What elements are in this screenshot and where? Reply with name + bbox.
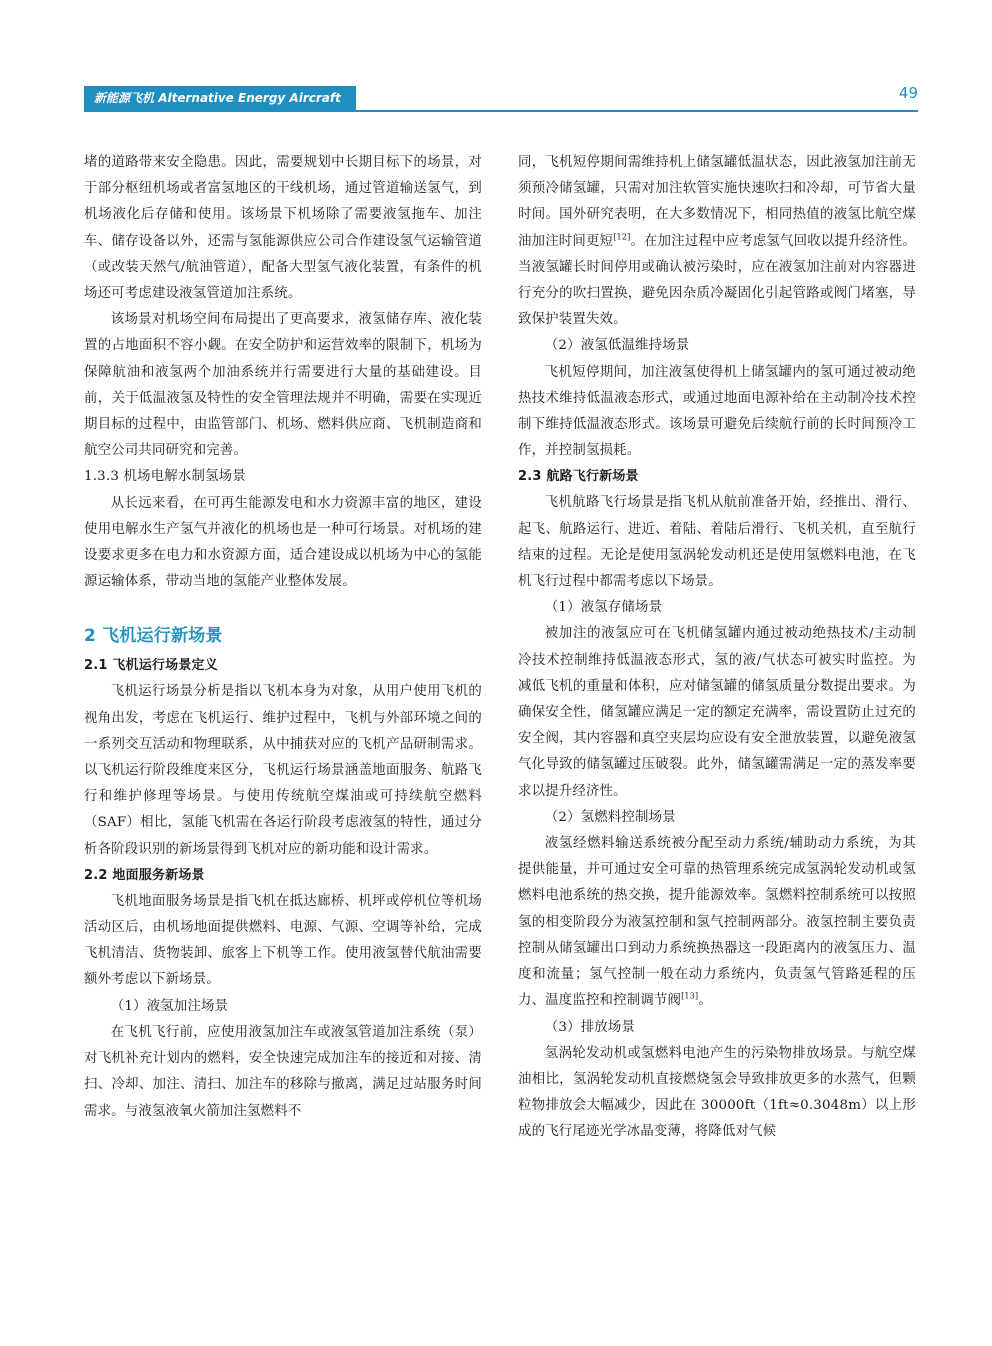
- paragraph: 在飞机飞行前，应使用液氢加注车或液氢管道加注系统（泵）对飞机补充计划内的燃料，安全快速完成加注车的接近和对接、清扫、冷却、加注、清扫、加注车的移除与撤离，满足过站服务时间需求。与液氢液氧火箭加注氢燃料不: [84, 1024, 482, 1119]
- subsection-heading: 2.1 飞机运行场景定义: [84, 658, 218, 674]
- list-item-heading: （1）液氢加注场景: [110, 998, 229, 1014]
- list-item-heading: （2）氢燃料控制场景: [544, 809, 676, 825]
- paragraph-text: 同，飞机短停期间需维持机上储氢罐低温状态，因此液氢加注前无须预冷储氢罐，只需对加注软管实施快速吹扫和冷却，可节省大量时间。国外研究表明，在大多数情况下，相同热值的液氢比航空煤油加注时间更短: [518, 155, 916, 249]
- header-rule: [84, 110, 918, 112]
- journal-header-bar: [84, 86, 356, 110]
- journal-name-en: Alternative Energy Aircraft: [158, 91, 341, 105]
- paragraph: 飞机地面服务场景是指飞机在抵达廊桥、机坪或停机位等机场活动区后，由机场地面提供燃料、电源、气源、空调等补给，完成飞机清洁、货物装卸、旅客上下机等工作。使用液氢替代航油需要额外考虑以下新场景。: [84, 893, 482, 988]
- citation-ref: [13]: [681, 991, 699, 1001]
- paragraph-text: 液氢经燃料输送系统被分配至动力系统/辅助动力系统，为其提供能量，并可通过安全可靠的热管理系统完成氢涡轮发动机或氢燃料电池系统的热交换，提升能源效率。氢燃料控制系统可以按照氢的相变阶段分为液氢控制和氢气控制两部分。液氢控制主要负责控制从储氢罐出口到动力系统换热器这一段距离内的液氢压力、温度和流量；氢气控制一般在动力系统内，负责氢气管路延程的压力、温度监控和控制调节阀: [518, 836, 916, 1009]
- paragraph: 被加注的液氢应可在飞机储氢罐内通过被动绝热技术/主动制冷技术控制维持低温液态形式，氢的液/气状态可被实时监控。为减低飞机的重量和体积，应对储氢罐的储氢质量分数提出要求。为确保安全性，储氢罐应满足一定的额定充满率，需设置防止过充的安全阀，其内容器和真空夹层均应设有安全泄放装置，以避免液氢气化导致的储氢罐过压破裂。此外，储氢罐需满足一定的蒸发率要求以提升经济性。: [518, 626, 916, 799]
- paragraph: 飞机运行场景分析是指以飞机本身为对象，从用户使用飞机的视角出发，考虑在飞机运行、维护过程中，飞机与外部环境之间的一系列交互活动和物理联系，从中捕获对应的飞机产品研制需求。以飞机运行阶段维度来区分，飞机运行场景涵盖地面服务、航路飞行和维护修理等场景。与使用传统航空煤油或可持续航空燃料（SAF）相比，氢能飞机需在各运行阶段考虑液氢的特性，通过分析各阶段识别的新场景得到飞机对应的新功能和设计需求。: [84, 684, 482, 857]
- section-heading: 2 飞机运行新场景: [84, 626, 223, 647]
- paragraph: 该场景对机场空间布局提出了更高要求，液氢储存库、液化装置的占地面积不容小觑。在安全防护和运营效率的限制下，机场为保障航油和液氢两个加油系统并行需要进行大量的基础建设。目前，关于低温液氢及特性的安全管理法规并不明确，需要在实现近期目标的过程中，由监管部门、机场、燃料供应商、飞机制造商和航空公司共同研究和完善。: [84, 312, 482, 459]
- journal-name-cn: 新能源飞机: [94, 91, 155, 105]
- subsection-heading: 2.2 地面服务新场景: [84, 867, 205, 883]
- list-item-heading: （3）排放场景: [544, 1019, 636, 1035]
- left-column: [84, 150, 482, 1125]
- paragraph-text: 。在加注过程中应考虑氢气回收以提升经济性。当液氢罐长时间停用或确认被污染时，应在液氢加注前对内容器进行充分的吹扫置换，避免因杂质冷凝固化引起管路或阀门堵塞，导致保护装置失效。: [518, 233, 917, 328]
- list-item-heading: （2）液氢低温维持场景: [544, 338, 690, 354]
- paragraph: 堵的道路带来安全隐患。因此，需要规划中长期目标下的场景，对于部分枢纽机场或者富氢地区的干线机场，通过管道输送氢气，到机场液化后存储和使用。该场景下机场除了需要液氢拖车、加注车、储存设备以外，还需与氢能源供应公司合作建设氢气运输管道（或改装天然气/航油管道），配备大型氢气液化装置，有条件的机场还可考虑建设液氢管道加注系统。: [84, 155, 482, 302]
- paragraph: 飞机航路飞行场景是指飞机从航前准备开始，经推出、滑行、起飞、航路运行、进近、着陆、着陆后滑行、飞机关机，直至航行结束的过程。无论是使用氢涡轮发动机还是使用氢燃料电池，在飞机飞行过程中都需考虑以下场景。: [518, 495, 916, 590]
- paragraph-text: 。: [698, 993, 712, 1009]
- paragraph: 氢涡轮发动机或氢燃料电池产生的污染物排放场景。与航空煤油相比，氢涡轮发动机直接燃烧氢会导致排放更多的水蒸气，但颗粒物排放会大幅减少，因此在 30000ft（1ft≈0.3048m）以上形成的飞行尾迹光学冰晶变薄，将降低对气候: [518, 1045, 916, 1140]
- paragraph: 从长远来看，在可再生能源发电和水力资源丰富的地区，建设使用电解水生产氢气并液化的机场也是一种可行场景。对机场的建设要求更多在电力和水资源方面，适合建设成以机场为中心的氢能源运输体系，带动当地的氢能产业整体发展。: [84, 495, 482, 590]
- paragraph: 飞机短停期间，加注液氢使得机上储氢罐内的氢可通过被动绝热技术维持低温液态形式，或通过地面电源补给在主动制冷技术控制下维持低温液态形式。该场景可避免后续航行前的长时间预冷工作，并控制氢损耗。: [518, 364, 916, 459]
- list-item-heading: （1）液氢存储场景: [544, 600, 663, 616]
- paragraph: [518, 831, 916, 1014]
- right-column: [518, 150, 916, 1146]
- citation-ref: [12]: [613, 232, 631, 242]
- paragraph: [518, 150, 916, 333]
- subsection-heading: 2.3 航路飞行新场景: [518, 469, 639, 485]
- subsection-heading: 1.3.3 机场电解水制氢场景: [84, 469, 246, 485]
- page-number: 49: [898, 84, 918, 102]
